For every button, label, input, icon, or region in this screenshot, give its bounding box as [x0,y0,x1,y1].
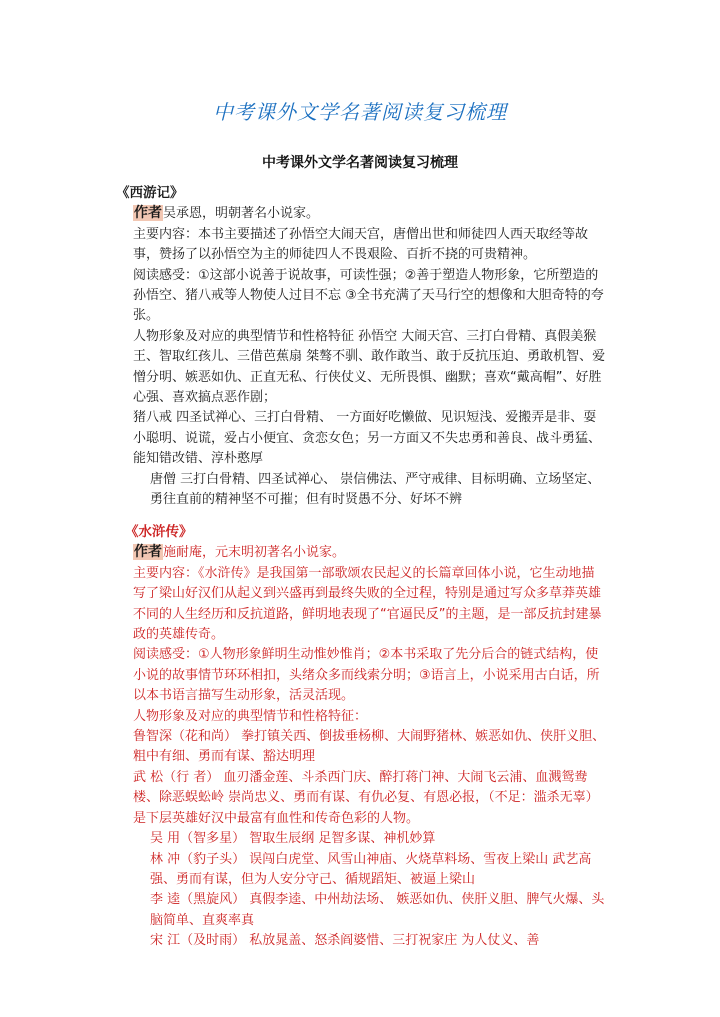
feeling-paragraph: 阅读感受：①人物形象鲜明生动惟妙惟肖；②本书采取了先分后合的链式结构，使小说的故事情节环环相扣，头绪众多而线索分明；③语言上，小说采用古白话，所以本书语言描写生动形象，活灵活现。 [133,647,600,704]
character-zhubajie: 猪八戒 四圣试禅心、三打白骨精、 一方面好吃懒做、见识短浅、爱搬弄是非、耍小聪明、说谎，爱占小便宜、贪恋女色；另一方面又不失忠勇和善良、战斗勇猛、能知错改错、淳朴憨厚 [133,410,602,467]
author-label: 作者 [134,544,162,561]
character-luzhishen: 鲁智深（花和尚） 拳打镇关西、倒拔垂杨柳、大闹野猪林、嫉恶如仇、侠肝义胆、粗中有细、勇而有谋、豁达明理 [133,729,606,765]
section-xiyouji [116,183,606,511]
author-line [116,203,606,224]
book-title-xiyouji: 《西游记》 [116,185,184,201]
author-line [116,542,606,563]
characters-heading: 人物形象及对应的典型情节和性格特征： [133,708,368,724]
author-text: 施耐庵，元末明初著名小说家。 [163,545,346,561]
summary-paragraph: 主要内容：本书主要描述了孙悟空大闹天宫，唐僧出世和师徒四人西天取经等故事，赞扬了以孙悟空为主的师徒四人不畏艰险、百折不挠的可贵精神。 [133,226,589,263]
characters-paragraph: 人物形象及对应的典型情节和性格特征 孙悟空 大闹天宫、三打白骨精、真假美猴王、智取红孩儿、三借芭蕉扇 桀骜不驯、敢作敢当、敢于反抗压迫、勇敢机智、爱憎分明、嫉恶如仇、正直无私、行侠仗义、无所畏惧、幽默；喜欢“戴高帽”、好胜心强、喜欢搞点恶作剧； [133,328,606,406]
author-label: 作者 [134,205,162,222]
character-wusong: 武 松（行 者） 血刃潘金莲、斗杀西门庆、醉打蒋门神、大闹飞云浦、血溅鸳鸯楼、除恶蜈蚣岭 崇尚忠义、勇而有谋、有仇必复、有恩必报，（不足：滥杀无辜）是下层英雄好汉中最富有血性和传奇色彩的人物。 [133,769,599,826]
page-subtitle: 中考课外文学名著阅读复习梳理 [262,155,458,171]
feeling-paragraph: 阅读感受：①这部小说善于说故事，可读性强；②善于塑造人物形象，它所塑造的孙悟空、猪八戒等人物使人过目不忘 ③全书充满了天马行空的想像和大胆奇特的夸张。 [133,267,604,324]
section-shuihu [116,522,606,952]
page-title: 中考课外文学名著阅读复习梳理 [213,100,507,124]
author-text: 吴承恩，明朝著名小说家。 [163,206,320,222]
character-tangseng: 唐僧 三打白骨精、四圣试禅心、 崇信佛法、严守戒律、目标明确、立场坚定、勇往直前的精神坚不可摧；但有时贤愚不分、好坏不辨 [150,471,601,508]
character-wuyong: 吴 用（智多星） 智取生辰纲 足智多谋、神机妙算 [150,831,436,847]
character-songjiang: 宋 江（及时雨） 私放晁盖、怒杀阎婆惜、三打祝家庄 为人仗义、善 [150,933,540,949]
book-title-shuihu: 《水浒传》 [125,524,193,540]
character-likui: 李 逵（黑旋风） 真假李逵、中州劫法场、 嫉恶如仇、侠肝义胆、脾气火爆、头脑简单、直爽率真 [150,892,605,928]
summary-paragraph: 主要内容：《水浒传》是我国第一部歌颂农民起义的长篇章回体小说，它生动地描写了梁山好汉们从起义到兴盛再到最终失败的全过程，特别是通过写众多草莽英雄不同的人生经历和反抗道路，鲜明地表现了“官逼民反”的主题，是一部反抗封建暴政的英雄传奇。 [133,565,602,643]
character-linchong: 林 冲（豹子头） 误闯白虎堂、风雪山神庙、火烧草料场、雪夜上梁山 武艺高强、勇而有谋，但为人安分守己、循规蹈矩、被逼上梁山 [150,851,592,887]
